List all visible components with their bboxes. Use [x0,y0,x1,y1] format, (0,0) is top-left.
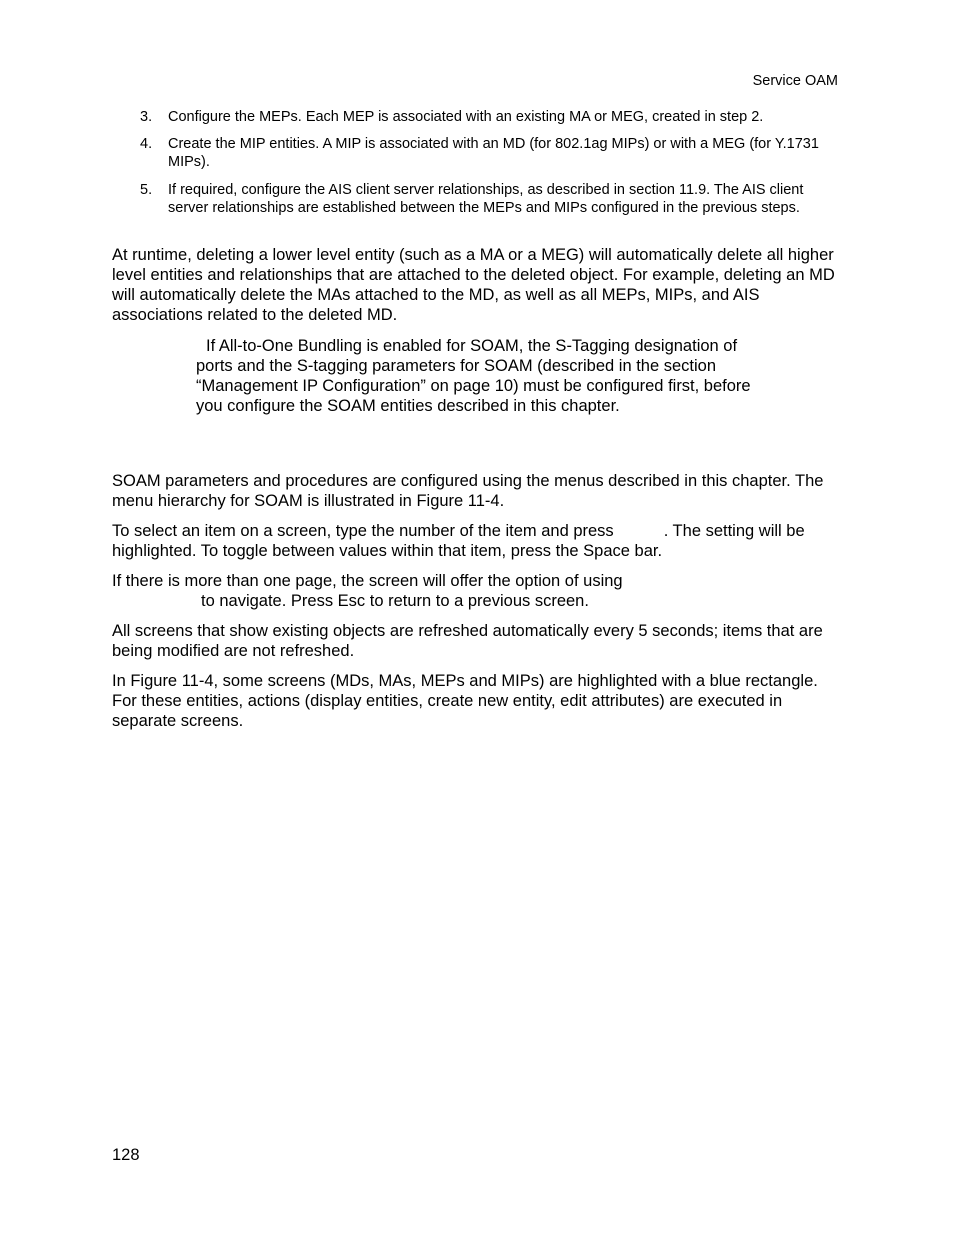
step-text: If required, configure the AIS client server relationships, as described in section 11.9. The AIS client server relationships are established between the MEPs and MIPs configured in the previous steps. [168,182,804,216]
runtime-paragraph: At runtime, deleting a lower level entity (such as a MA or a MEG) will automatically delete all higher level entities and relationships that are attached to the deleted object. For example, deleting an MD will automatically delete the MAs attached to the MD, as well as all MEPs, MIPs, and AIS associations related to the deleted MD. [112,246,835,324]
step-number: 5. [140,182,153,198]
step-text: Create the MIP entities. A MIP is associated with an MD (for 802.1ag MIPs) or with a MEG (for Y.1731 MIPs). [168,136,819,170]
note-paragraph: If All-to-One Bundling is enabled for SOAM, the S-Tagging designation of ports and the S-tagging parameters for SOAM (described in the section “Management IP Configuration” on page 10) must be configured first, before you configure the SOAM entities described in this chapter. [196,337,751,415]
refresh-paragraph: All screens that show existing objects are refreshed automatically every 5 seconds; items that are being modified are not refreshed. [112,622,823,660]
menus-paragraph: SOAM parameters and procedures are configured using the menus described in this chapter. The menu hierarchy for SOAM is illustrated in Figure 11-4. [112,472,824,510]
step-text: Configure the MEPs. Each MEP is associated with an existing MA or MEG, created in step 2. [168,109,764,125]
figure-paragraph: In Figure 11-4, some screens (MDs, MAs, MEPs and MIPs) are highlighted with a blue rectangle. For these entities, actions (display entities, create new entity, edit attributes) are executed in separate screens. [112,672,818,730]
page-navigation-paragraph [112,571,840,611]
select-text-end: . The setting will be highlighted. To toggle between values within that item, press the Space bar. [112,522,805,560]
page-text-end: to navigate. Press Esc to return to a previous screen. [201,592,589,610]
select-text-start: To select an item on a screen, type the number of the item and press [112,522,614,540]
running-header: Service OAM [752,73,838,89]
page-text-start: If there is more than one page, the screen will offer the option of using [112,572,623,590]
step-number: 3. [140,109,153,125]
select-item-paragraph [112,521,840,561]
step-number: 4. [140,136,153,152]
page-number: 128 [112,1146,140,1164]
